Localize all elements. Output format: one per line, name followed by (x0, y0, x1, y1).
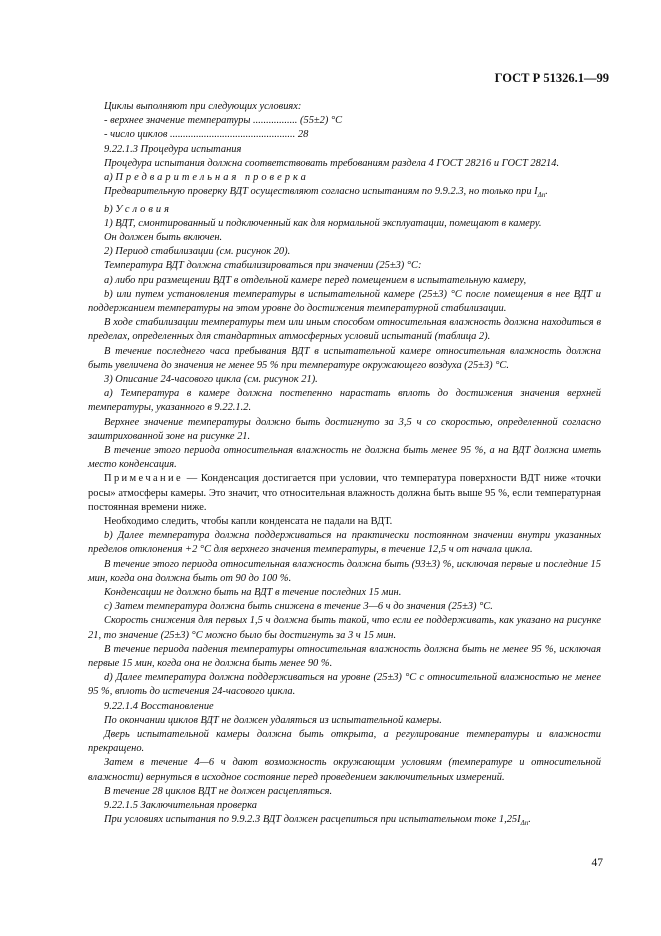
paragraph: b) Далее температура должна поддерживаться на практически постоянном значении внутри указанных пределов отклонения +2 °С для верхнего значения температуры, в течение 12,5 ч от начала цикла. (88, 530, 601, 556)
paragraph: 2) Период стабилизации (см. рисунок 20). (104, 246, 291, 258)
paragraph: с) Затем температура должна быть снижена в течение 3—6 ч до значения (25±3) °С. (104, 601, 493, 613)
paragraph: Дверь испытательной камеры должна быть открыта, а регулирование температуры и влажности прекращено. (88, 729, 601, 755)
text-run: . (545, 186, 548, 198)
note-text: — Конденсация достигается при условии, что температура поверхности ВДТ ниже «точки росы» атмосферы камеры. Это значит, что относительная влажность должна быть выше 95 %, если температурная постоянная времени ниже. (88, 473, 602, 513)
subsection-heading (88, 171, 601, 185)
paragraph: Скорость снижения для первых 1,5 ч должна быть такой, что если ее поддерживать, как указано на рисунке 21, то значение (25±3) °С можно было бы достигнуть за 3 ч 15 мин. (88, 615, 601, 641)
paragraph (88, 813, 601, 830)
text-run: . (528, 814, 531, 826)
note (88, 472, 601, 515)
paragraph: В ходе стабилизации температуры тем или иным способом относительная влажность должна находиться в пределах, определенных для стандартных атмосферных условий испытаний (таблица 2). (88, 317, 601, 343)
spaced-heading: Условия (115, 203, 172, 215)
note-label: Примечание (104, 473, 184, 485)
paragraph: Затем в течение 4—6 ч дают возможность окружающим условиям (температуре и относительной влажности) вернуться в исходное состояние перед проведением заключительных измерений. (88, 757, 601, 783)
page-number: 47 (591, 857, 603, 869)
section-heading: 9.22.1.5 Заключительная проверка (104, 800, 257, 812)
paragraph: В течение периода падения температуры относительная влажность должна быть не менее 95 %, исключая первые 15 мин, когда она не должна быть менее 90 %. (88, 643, 601, 669)
paragraph: В течение этого периода относительная влажность должна быть (93±3) %, исключая первые и последние 15 мин, когда она должна быть от 90 до 100 %. (88, 558, 601, 584)
paragraph (88, 185, 601, 202)
paragraph: а) либо при размещении ВДТ в отдельной камере перед помещением в испытательную камеру, (104, 274, 527, 286)
paragraph: b) или путем установления температуры в испытательной камере (25±3) °С после помещения в нее ВДТ и поддержанием температуры на этом уровне до достижения температурной стабилизации. (88, 288, 601, 314)
paragraph: Циклы выполняют при следующих условиях: (104, 101, 302, 112)
list-item: - число циклов ................................................ 28 (104, 129, 309, 141)
document-body (88, 100, 601, 831)
paragraph: Верхнее значение температуры должно быть достигнуто за 3,5 ч со скоростью, определенной согласно заштрихованной зоне на рисунке 21. (88, 416, 601, 442)
text-run: При условиях испытания по 9.9.2.3 ВДТ должен расцепиться при испытательном токе 1,25I (104, 814, 521, 826)
text-run: Предварительную проверку ВДТ осуществляют согласно испытаниям по 9.9.2.3, но только при I (104, 186, 538, 198)
paragraph: 3) Описание 24-часового цикла (см. рисунок 21). (104, 373, 318, 385)
paragraph: 1) ВДТ, смонтированный и подключенный как для нормальной эксплуатации, помещают в камеру. (104, 217, 542, 229)
paragraph: Процедура испытания должна соответствовать требованиям раздела 4 ГОСТ 28216 и ГОСТ 28214. (104, 157, 560, 169)
spaced-heading: Предварительная проверка (115, 172, 309, 184)
item-letter: а) (104, 172, 113, 184)
item-letter: b) (104, 203, 113, 215)
paragraph: d) Далее температура должна поддерживаться на уровне (25±3) °С с относительной влажностью не менее 95 %, вплоть до истечения 24-часового цикла. (88, 672, 601, 698)
list-item: - верхнее значение температуры ................. (55±2) °С (104, 115, 343, 127)
section-heading: 9.22.1.3 Процедура испытания (104, 143, 242, 155)
paragraph: В течение 28 циклов ВДТ не должен расцепляться. (104, 785, 333, 797)
paragraph: В течение этого периода относительная влажность не должна быть менее 95 %, а на ВДТ должна иметь место конденсация. (88, 444, 601, 471)
paragraph: Необходимо следить, чтобы капли конденсата не падали на ВДТ. (104, 515, 393, 527)
paragraph: По окончании циклов ВДТ не должен удаляться из испытательной камеры. (104, 714, 442, 726)
document-header: ГОСТ Р 51326.1—99 (494, 71, 609, 85)
section-heading: 9.22.1.4 Восстановление (104, 700, 214, 712)
paragraph: Он должен быть включен. (104, 231, 223, 243)
subscript: Δn (520, 819, 529, 828)
subsection-heading (88, 203, 601, 217)
paragraph: Конденсации не должно быть на ВДТ в течение последних 15 мин. (104, 586, 402, 598)
paragraph: а) Температура в камере должна постепенно нарастать вплоть до достижения значения верхней температуры, указанного в 9.22.1.2. (88, 388, 601, 414)
paragraph: Температура ВДТ должна стабилизироваться при значении (25±3) °С: (104, 260, 422, 272)
paragraph: В течение последнего часа пребывания ВДТ в испытательной камере относительная влажность должна быть увеличена до значения не менее 95 % при температуре окружающего воздуха (25±3) °С. (88, 345, 601, 371)
subscript: Δn (537, 191, 546, 200)
